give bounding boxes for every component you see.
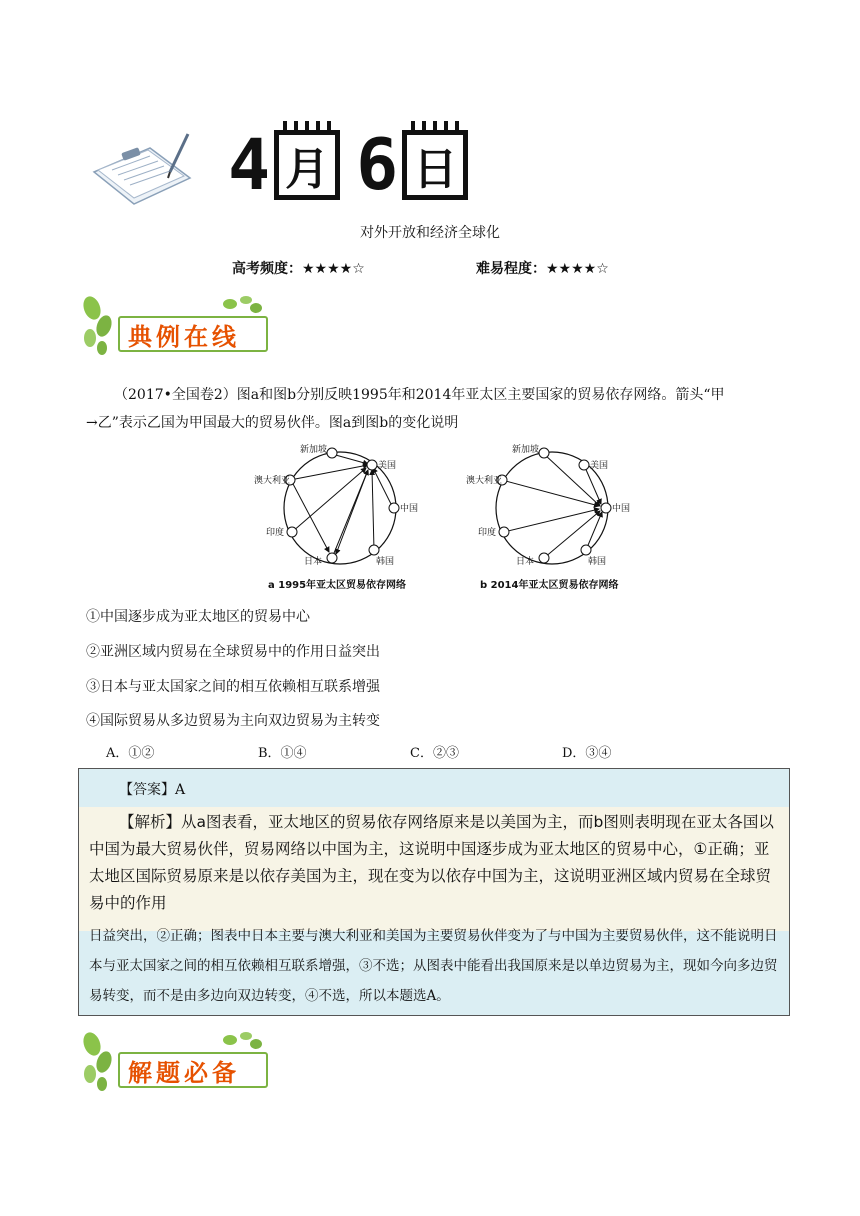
month-number: 4 (228, 124, 269, 206)
month-calendar-icon (274, 130, 340, 200)
label-australia: 澳大利亚 (466, 476, 503, 486)
answer-label: 【答案】A (119, 782, 186, 798)
question-stem-line1: （2017•全国卷2）图a和图b分别反映1995年和2014年亚太区主要国家的贸易依存网络。箭头“甲 (114, 387, 725, 403)
choice-b: B．①④ (258, 746, 307, 761)
label-india: 印度 (478, 528, 497, 538)
label-singapore: 新加坡 (512, 445, 540, 455)
section-badge-example (80, 294, 270, 356)
analysis-text: 【解析】从a图表看，亚太地区的贸易依存网络原来是以美国为主，而b图则表明现在亚太各国以中国为最大贸易伙伴，贸易网络以中国为主，这说明中国逐步成为亚太地区的贸易中心，①正确；亚太地区国际贸易原来是以依存美国为主，现在变为以依存中国为主，这说明亚洲区域内贸易在全球贸易中的作用 (89, 813, 774, 912)
figure-b (464, 440, 664, 598)
label-singapore: 新加坡 (300, 445, 328, 455)
question-stem-line2: →乙”表示乙国为甲国最大的贸易伙伴。图a到图b的变化说明 (86, 415, 459, 431)
label-australia: 澳大利亚 (254, 476, 291, 486)
choice-a: A．①② (106, 746, 155, 761)
figure-a (252, 440, 452, 598)
statement-4: ④国际贸易从多边贸易为主向双边贸易为主转变 (86, 713, 380, 729)
label-korea: 韩国 (588, 557, 607, 567)
section-badge-prep (80, 1030, 270, 1092)
label-usa: 美国 (378, 461, 397, 471)
figure-a-caption: a 1995年亚太区贸易依存网络 (268, 580, 407, 591)
statement-1: ①中国逐步成为亚太地区的贸易中心 (86, 609, 310, 625)
choice-c: C．②③ (410, 746, 459, 761)
statement-3: ③日本与亚太国家之间的相互依赖相互联系增强 (86, 679, 380, 695)
analysis-continued: 日益突出，②正确；图表中日本主要与澳大利亚和美国为主要贸易伙伴变为了与中国为主要贸易伙伴，这不能说明日本与亚太国家之间的相互依赖相互联系增强，③不选；从图表中能看出我国原来是以单边贸易为主，现如今向多边贸易转变，而不是由多边向双边转变，④不选，所以本题选A。 (89, 928, 778, 1004)
label-usa: 美国 (590, 461, 609, 471)
notepad-icon (88, 128, 198, 206)
day-char: 日 (413, 144, 458, 195)
label-china: 中国 (612, 504, 631, 514)
topic-title: 对外开放和经济全球化 (360, 225, 500, 241)
label-japan: 日本 (516, 557, 535, 567)
statement-2: ②亚洲区域内贸易在全球贸易中的作用日益突出 (86, 644, 380, 660)
choice-d: D．③④ (562, 746, 612, 761)
answer-box (78, 768, 790, 1016)
day-number: 6 (356, 124, 397, 206)
day-calendar-icon (402, 130, 468, 200)
label-japan: 日本 (304, 557, 323, 567)
month-char: 月 (285, 144, 330, 195)
difficulty-level: 难易程度：★★★★☆ (476, 261, 609, 277)
exam-frequency: 高考频度：★★★★☆ (232, 261, 365, 277)
label-korea: 韩国 (376, 557, 395, 567)
figure-b-caption: b 2014年亚太区贸易依存网络 (480, 580, 619, 591)
date-title (228, 118, 468, 206)
label-india: 印度 (266, 528, 285, 538)
section-title-prep: 解题必备 (118, 1052, 268, 1088)
label-china: 中国 (400, 504, 419, 514)
section-title-example: 典例在线 (118, 316, 268, 352)
